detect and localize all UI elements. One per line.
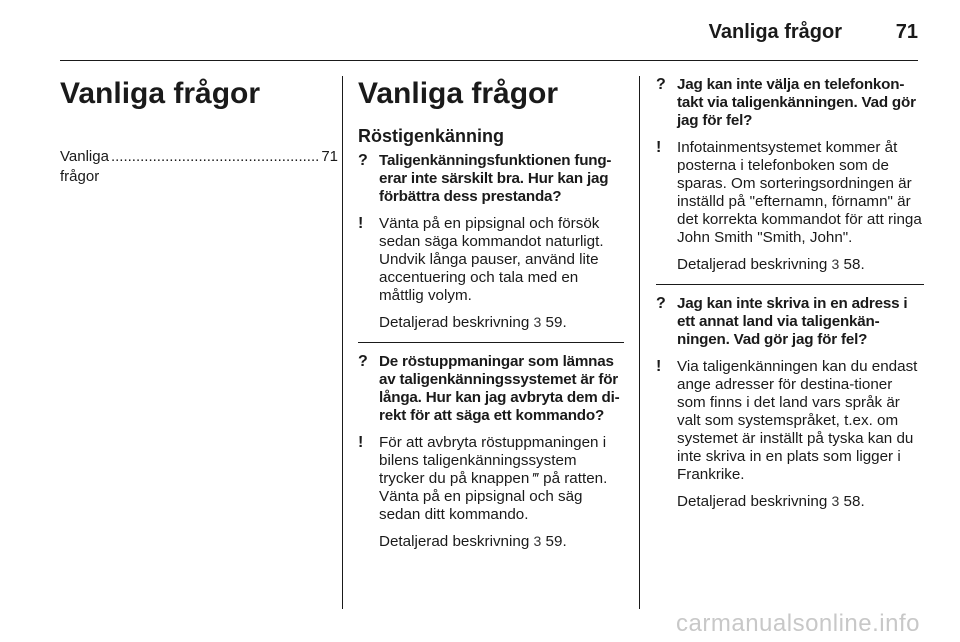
column-divider bbox=[342, 76, 343, 609]
entry-divider bbox=[656, 284, 924, 285]
question-icon: ? bbox=[656, 76, 666, 93]
exclamation-icon: ! bbox=[656, 139, 662, 156]
exclamation-icon: ! bbox=[656, 358, 662, 375]
detail-page-link[interactable]: 59. bbox=[545, 533, 567, 550]
reference-arrow-icon: 3 bbox=[533, 533, 542, 549]
toc-entry[interactable] bbox=[60, 147, 338, 187]
question-text: Taligenkänningsfunktionen fung-erar inte särskilt bra. Hur kan jag förbättra dess prestanda? bbox=[379, 152, 612, 205]
watermark: carmanualsonline.info bbox=[676, 610, 920, 637]
question-text: Jag kan inte skriva in en adress i ett annat land via taligenkän-ningen. Vad gör jag för fel? bbox=[677, 295, 908, 348]
question-text: Jag kan inte välja en telefonkon-takt via taligenkänningen. Vad gör jag för fel? bbox=[677, 76, 916, 129]
entry-divider bbox=[358, 342, 624, 343]
toc-entry-label: Vanliga frågor bbox=[60, 148, 109, 185]
question-icon: ? bbox=[358, 353, 368, 370]
faq-column-2 bbox=[656, 76, 924, 511]
detail-page-link[interactable]: 59. bbox=[545, 314, 567, 331]
faq-answer bbox=[656, 139, 924, 247]
question-icon: ? bbox=[656, 295, 666, 312]
detail-page-link[interactable]: 58. bbox=[843, 493, 865, 510]
running-header-title: Vanliga frågor bbox=[708, 21, 842, 43]
question-icon: ? bbox=[358, 152, 368, 169]
faq-question bbox=[358, 353, 624, 425]
column-divider bbox=[639, 76, 640, 609]
toc-entry-page: 71 bbox=[321, 148, 338, 165]
detail-page-link[interactable]: 58. bbox=[843, 256, 865, 273]
exclamation-icon: ! bbox=[358, 215, 364, 232]
detail-label: Detaljerad beskrivning bbox=[379, 533, 530, 550]
answer-text: Vänta på en pipsignal och försök sedan säga kommandot naturligt. Undvik långa pauser, använd lite accentuering och tala med en måttlig volym. bbox=[379, 215, 604, 304]
toc-heading: Vanliga frågor bbox=[60, 77, 261, 110]
answer-text: För att avbryta röstuppmaningen i bilens taligenkänningssystem trycker du på knappen ‴ på ratten. Vänta på en pipsignal och säg sedan ditt kommando. bbox=[379, 434, 608, 523]
detail-reference bbox=[379, 532, 624, 551]
detail-label: Detaljerad beskrivning bbox=[677, 493, 828, 510]
reference-arrow-icon: 3 bbox=[831, 493, 840, 509]
header-divider bbox=[60, 60, 918, 61]
faq-column-1 bbox=[358, 76, 624, 551]
faq-answer bbox=[358, 215, 624, 305]
toc-leader-dots: .................................................. bbox=[110, 148, 320, 165]
faq-question bbox=[656, 295, 924, 349]
detail-label: Detaljerad beskrivning bbox=[379, 314, 530, 331]
answer-text: Infotainmentsystemet kommer åt posterna i telefonboken som de sparas. Om sorteringsordningen är inställd på "efternamn, förnamn" är det korrekta kommandot för att ringa John Smith "Smith, John". bbox=[677, 139, 922, 246]
faq-question bbox=[656, 76, 924, 130]
section-heading: Vanliga frågor bbox=[358, 77, 559, 110]
answer-text: Via taligenkänningen kan du endast ange adresser för destina-tioner som finns i det land vars språk är valt som systemspråket, t.ex. om systemet är inställt på tyska kan du inte skriva in en plats som ligger i Frankrike. bbox=[677, 358, 918, 483]
subsection-heading: Röstigenkänning bbox=[358, 126, 505, 146]
faq-answer bbox=[358, 434, 624, 524]
reference-arrow-icon: 3 bbox=[831, 256, 840, 272]
voice-button-icon: ‴ bbox=[533, 470, 539, 487]
toc-column bbox=[60, 76, 338, 187]
question-text: De röstuppmaningar som lämnas av taligenkänningssystemet är för långa. Hur kan jag avbryta dem di-rekt för att säga ett kommando? bbox=[379, 353, 620, 424]
detail-reference bbox=[677, 492, 924, 511]
detail-reference bbox=[379, 313, 624, 332]
page-number: 71 bbox=[895, 21, 918, 43]
faq-answer bbox=[656, 358, 924, 484]
detail-reference bbox=[677, 255, 924, 274]
faq-question bbox=[358, 152, 624, 206]
reference-arrow-icon: 3 bbox=[533, 314, 542, 330]
exclamation-icon: ! bbox=[358, 434, 364, 451]
detail-label: Detaljerad beskrivning bbox=[677, 256, 828, 273]
